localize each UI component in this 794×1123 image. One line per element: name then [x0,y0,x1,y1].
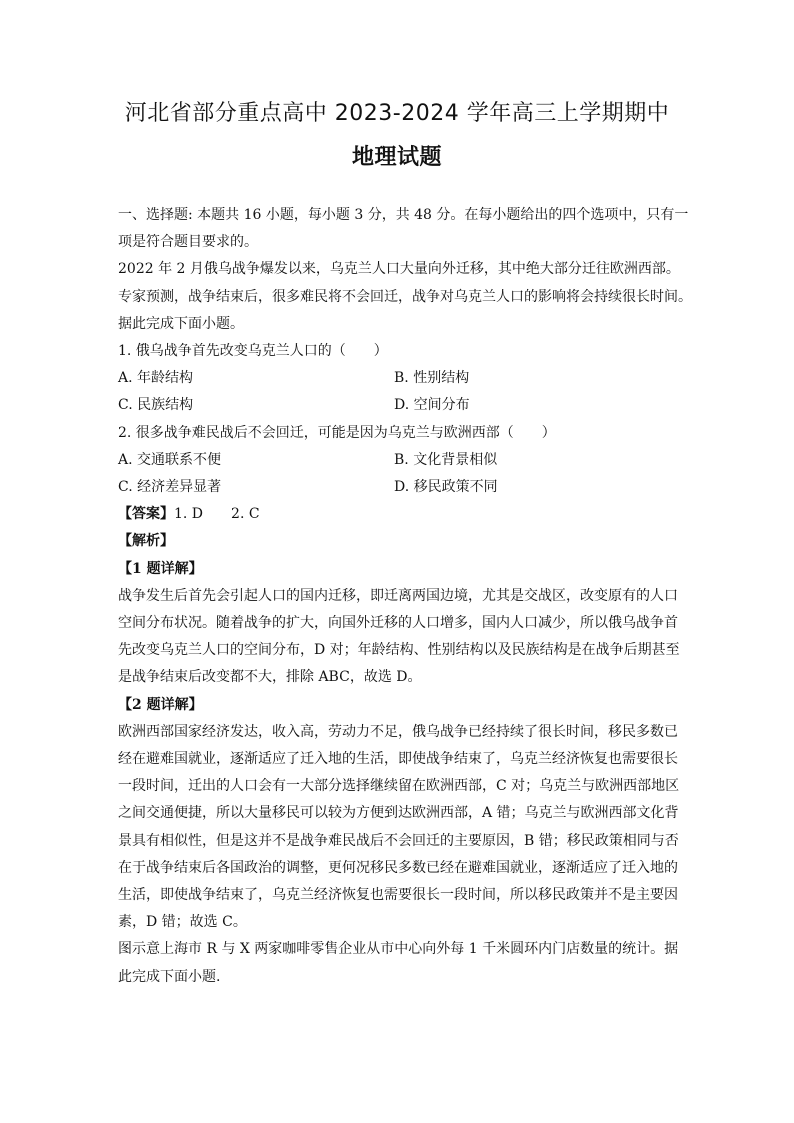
answer-text: 1. D 2. C [174,506,260,523]
q2-option-c: C. 经济差异显著 [118,479,222,496]
q2-option-b: B. 文化背景相似 [394,451,498,468]
question-1-stem: 1. 俄乌战争首先改变乌克兰人口的（ ） [118,343,388,360]
question-2-options-row [118,447,678,474]
detail-1-line: 是战争结束后改变都不大，排除 ABC，故选 D。 [118,669,422,686]
q1-option-a: A. 年龄结构 [118,370,194,387]
detail-2-line: 经在避难国就业，逐渐适应了迁入地的生活，即使战争结束了，乌克兰经济恢复也需要很长 [118,751,678,768]
detail-2-line: 景具有相似性，但是这并不是战争难民战后不会回迁的主要原因，B 错；移民政策相同与否 [118,832,679,849]
detail-2-line: 素，D 错；故选 C。 [118,914,247,931]
q1-option-c: C. 民族结构 [118,397,194,414]
detail-1-line: 空间分布状况。随着战争的扩大，向国外迁移的人口增多，国内人口减少，所以俄乌战争首 [118,615,678,632]
detail-2-line: 一段时间，迁出的人口会有一大部分选择继续留在欧洲西部，C 对；乌克兰与欧洲西部地区 [118,778,680,795]
detail-1-line: 战争发生后首先会引起人口的国内迁移，即迁离两国边境，尤其是交战区，改变原有的人口 [118,587,678,604]
question-2-options-row [118,474,678,501]
detail-1-label: 【1 题详解】 [118,560,203,577]
exam-subtitle: 地理试题 [351,145,442,170]
q2-option-a: A. 交通联系不便 [118,451,222,468]
passage-line: 据此完成下面小题。 [118,315,244,332]
detail-2-label: 【2 题详解】 [118,696,203,713]
detail-2-line: 生活，即使战争结束了，乌克兰经济恢复也需要很长一段时间，所以移民政策并不是主要因 [118,887,678,904]
exam-title: 河北省部分重点高中 2023-2024 学年高三上学期期中 [124,101,670,126]
passage-line: 2022 年 2 月俄乌战争爆发以来，乌克兰人口大量向外迁移，其中绝大部分迁往欧洲西部。 [118,261,680,278]
answer-line [118,501,678,528]
detail-2-line: 欧洲西部国家经济发达，收入高，劳动力不足，俄乌战争已经持续了很长时间，移民多数已 [118,723,678,740]
detail-1-line: 先改变乌克兰人口的空间分布，D 对；年龄结构、性别结构以及民族结构是在战争后期甚至 [118,642,680,659]
document-body [118,202,692,991]
detail-2-line: 之间交通便捷，所以大量移民可以较为方便到达欧洲西部，A 错；乌克兰与欧洲西部文化背 [118,805,679,822]
q1-option-d: D. 空间分布 [394,397,470,414]
q1-option-b: B. 性别结构 [394,370,470,387]
q2-option-d: D. 移民政策不同 [394,479,498,496]
section-instruction-line: 一、选择题: 本题共 16 小题，每小题 3 分，共 48 分。在每小题给出的四个选项中，只有一 [118,207,689,223]
passage-line: 专家预测，战争结束后，很多难民将不会回迁，战争对乌克兰人口的影响将会持续很长时间。 [118,288,692,305]
analysis-label: 【解析】 [118,533,174,550]
passage-2-line: 此完成下面小题. [118,968,221,985]
answer-label: 【答案】 [118,506,174,523]
question-2-stem: 2. 很多战争难民战后不会回迁，可能是因为乌克兰与欧洲西部（ ） [118,424,556,441]
passage-2-line: 图示意上海市 R 与 X 两家咖啡零售企业从市中心向外每 1 千米圆环内门店数量的统计。据 [118,941,679,958]
question-1-options-row [118,365,678,392]
question-1-options-row [118,392,678,419]
section-instruction-line: 项是符合题目要求的。 [118,234,258,251]
detail-2-line: 在于战争结束后各国政治的调整，更何况移民多数已经在避难国就业，逐渐适应了迁入地的 [118,859,678,876]
